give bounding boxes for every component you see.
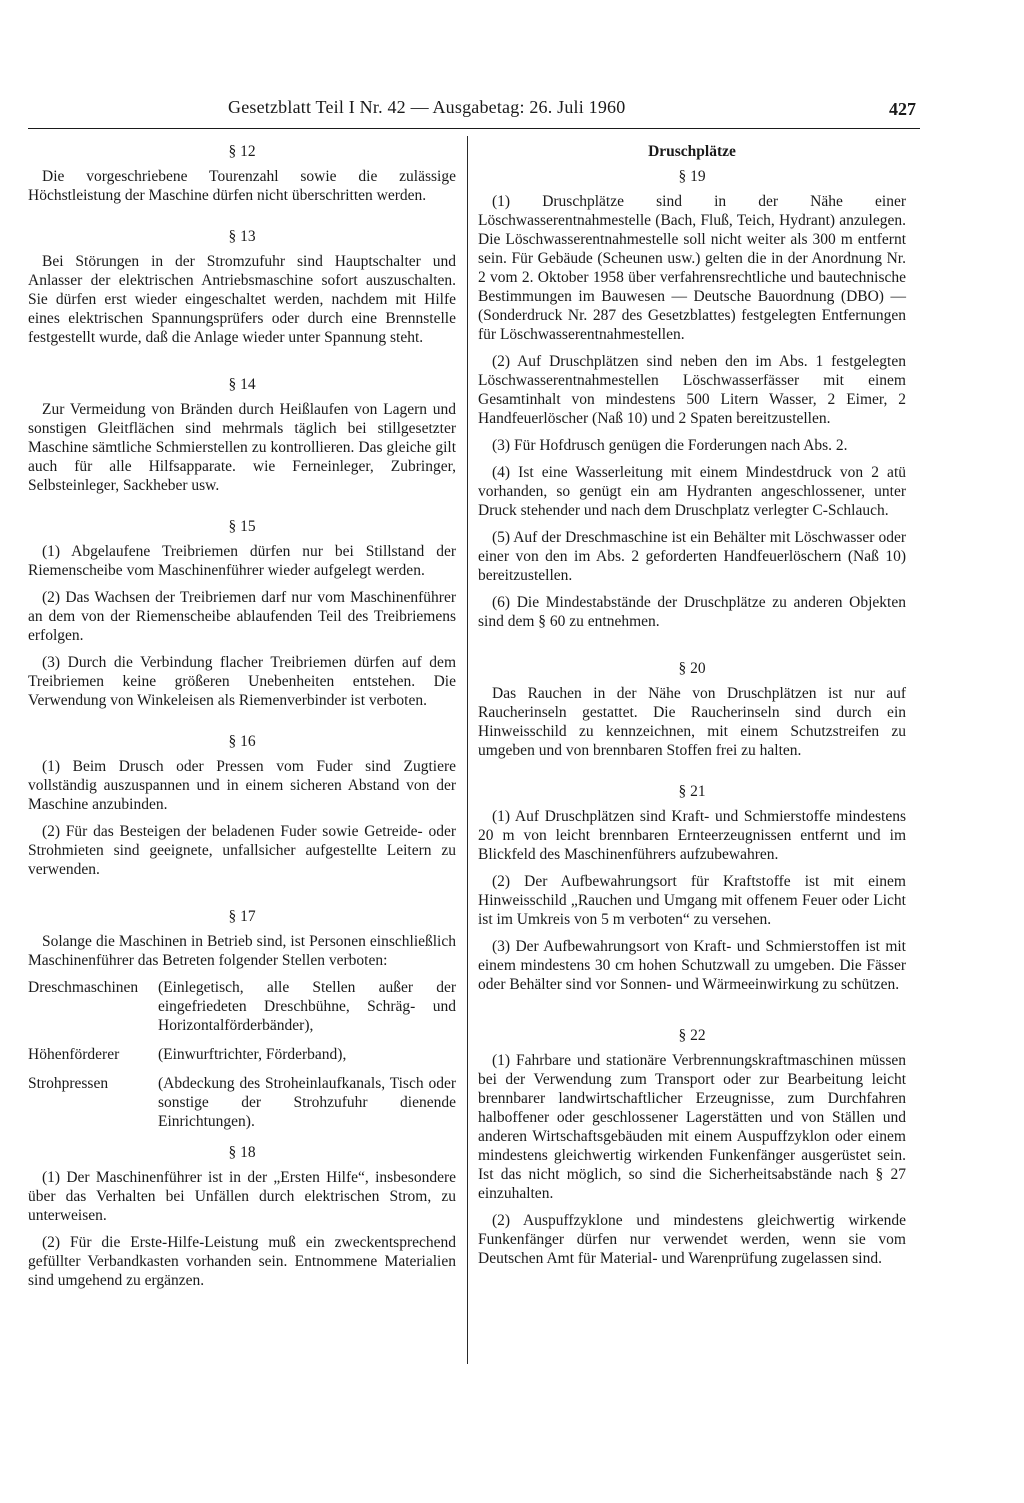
section-21-paragraph-2: (2) Der Aufbewahrungsort für Kraftstoffe ist mit einem Hinweisschild „Rauchen und Umgang mit offenem Feuer oder Licht ist im Umkreis von 5 m verboten“ zu versehen. <box>478 873 906 928</box>
section-19-paragraph-1: (1) Druschplätze sind in der Nähe einer Löschwasserentnahmestelle (Bach, Fluß, Teich, Hydrant) anzulegen. Die Löschwasserentnahmestelle soll nicht weiter als 300 m entfernt sein. Für Gebäude (Scheunen usw.) gelten die in der Anordnung Nr. 2 vom 2. Oktober 1958 über verfahrensrechtliche und bautechnische Bestimmungen im Bauwesen — Deutsche Bauordnung (DBO) — (Sonderdruck Nr. 287 des Gesetzblattes) festgelegten Entfernungen für Löschwasserentnahmestellen. <box>478 193 906 343</box>
section-16-heading: § 16 <box>228 733 256 750</box>
page-number: 427 <box>889 99 916 119</box>
list-item <box>28 1074 456 1131</box>
section-15-paragraph-1: (1) Abgelaufene Treibriemen dürfen nur bei Stillstand der Riemenscheibe vom Maschinenführer wieder aufgelegt werden. <box>28 543 456 579</box>
restricted-areas-list <box>28 978 456 1131</box>
section-12-heading: § 12 <box>228 143 256 160</box>
section-19-paragraph-6: (6) Die Mindestabstände der Druschplätze zu anderen Objekten sind dem § 60 zu entnehmen. <box>478 594 906 630</box>
list-item <box>28 978 456 1035</box>
left-column <box>28 142 456 1298</box>
section-13-heading: § 13 <box>228 228 256 245</box>
restricted-area-description: (Abdeckung des Stroheinlaufkanals, Tisch oder sonstige der Strohzufuhr dienende Einrichtungen). <box>158 1075 456 1130</box>
section-13-paragraph: Bei Störungen in der Stromzufuhr sind Hauptschalter und Anlasser der elektrischen Antriebsmaschine sofort auszuschalten. Sie dürfen erst wieder eingeschaltet werden, nachdem mit Hilfe eines elektrischen Spannungsprüfers oder durch eine Brennstelle festgestellt wurde, daß die Anlage wieder unter Spannung steht. <box>28 253 456 346</box>
section-22-paragraph-1: (1) Fahrbare und stationäre Verbrennungskraftmaschinen müssen bei der Verwendung zum Transport oder zur Bearbeitung leicht brennbarer landwirtschaftlicher Erzeugnisse, zum Durchfahren halboffener oder geschlossener Lagerstätten und von Ställen und anderen Wirtschaftsgebäuden mit einem Auspuffzyklon oder einem mindestens gleichwertig wirkenden Funkenfänger ausgerüstet sein. Ist das nicht möglich, so sind die Sicherheitsabstände nach § 27 einzuhalten. <box>478 1052 906 1202</box>
section-14-heading: § 14 <box>228 376 256 393</box>
restricted-area-description: (Einlegetisch, alle Stellen außer der eingefriedeten Dreschbühne, Schräg- und Horizontalförderbänder), <box>158 979 456 1034</box>
section-19-paragraph-3: (3) Für Hofdrusch genügen die Forderungen nach Abs. 2. <box>492 437 848 454</box>
section-group-title: Druschplätze <box>648 143 736 160</box>
section-18-paragraph-1: (1) Der Maschinenführer ist in der „Ersten Hilfe“, insbesondere über das Verhalten bei Unfällen durch elektrischen Strom, zu unterweisen. <box>28 1169 456 1224</box>
section-18-heading: § 18 <box>228 1144 256 1161</box>
restricted-area-description: (Einwurftrichter, Förderband), <box>158 1046 347 1063</box>
section-22-heading: § 22 <box>678 1027 706 1044</box>
section-22-paragraph-2: (2) Auspuffzyklone und mindestens gleichwertig wirkende Funkenfänger dürfen nur verwendet werden, wenn sie vom Deutschen Amt für Material- und Warenprüfung zugelassen sind. <box>478 1212 906 1267</box>
section-15-paragraph-2: (2) Das Wachsen der Treibriemen darf nur vom Maschinenführer an dem von der Riemenscheibe ablaufenden Teil des Treibriemens erfolgen. <box>28 589 456 644</box>
section-20-heading: § 20 <box>678 660 706 677</box>
section-17-paragraph: Solange die Maschinen in Betrieb sind, ist Personen einschließlich Maschinenführer das Betreten folgender Stellen verboten: <box>28 933 456 969</box>
machine-name: Strohpressen <box>28 1075 109 1092</box>
section-14-paragraph: Zur Vermeidung von Bränden durch Heißlaufen von Lagern und sonstigen Gleitflächen sind mehrmals täglich bei stillgesetzter Maschine sämtliche Schmierstellen zu kontrollieren. Das gleiche gilt auch für alle Hilfsapparate. wie Ferneinleger, Zubringer, Selbsteinleger, Sackheber usw. <box>28 401 456 494</box>
section-19-paragraph-2: (2) Auf Druschplätzen sind neben den im Abs. 1 festgelegten Löschwasserentnahmestellen Löschwasserfässer mit einem Gesamtinhalt von mindestens 500 Litern Wasser, 2 Eimer, 2 Handfeuerlöscher (Naß 10) und 2 Spaten bereitzustellen. <box>478 353 906 427</box>
section-15-paragraph-3: (3) Durch die Verbindung flacher Treibriemen dürfen auf dem Treibriemen keine größeren Unebenheiten entstehen. Die Verwendung von Winkeleisen als Riemenverbinder ist verboten. <box>28 654 456 709</box>
section-19-heading: § 19 <box>678 168 706 185</box>
section-16-paragraph-1: (1) Beim Drusch oder Pressen vom Fuder sind Zugtiere vollständig auszuspannen und in einem sicheren Abstand von der Maschine anzubinden. <box>28 758 456 813</box>
page-header <box>28 98 920 129</box>
list-item <box>28 1045 456 1064</box>
section-20-paragraph: Das Rauchen in der Nähe von Druschplätzen ist nur auf Raucherinseln gestattet. Die Raucherinseln sind durch ein Hinweisschild zu kennzeichnen, mit einem Schutzstreifen zu umgeben und von brennbaren Stoffen frei zu halten. <box>478 685 906 759</box>
section-21-paragraph-3: (3) Der Aufbewahrungsort von Kraft- und Schmierstoffen ist mit einem mindestens 30 cm hohen Schutzwall zu umgeben. Die Fässer oder Behälter sind vor Sonnen- und Wärmeeinwirkung zu schützen. <box>478 938 906 993</box>
section-15-heading: § 15 <box>228 518 256 535</box>
section-21-paragraph-1: (1) Auf Druschplätzen sind Kraft- und Schmierstoffe mindestens 20 m von leicht brennbaren Ernteerzeugnissen entfernt und im Blickfeld des Maschinenführers aufzubewahren. <box>478 808 906 863</box>
section-19-paragraph-5: (5) Auf der Dreschmaschine ist ein Behälter mit Löschwasser oder einer von den im Abs. 2 geforderten Handfeuerlöschern (Naß 10) bereitzustellen. <box>478 529 906 584</box>
column-divider <box>467 136 468 1364</box>
section-21-heading: § 21 <box>678 783 706 800</box>
machine-name: Höhenförderer <box>28 1046 120 1063</box>
right-column <box>478 142 906 1276</box>
section-18-paragraph-2: (2) Für die Erste-Hilfe-Leistung muß ein zweckentsprechend gefüllter Verbandkasten vorhanden sein. Entnommene Materialien sind umgehend zu ergänzen. <box>28 1234 456 1289</box>
section-19-paragraph-4: (4) Ist eine Wasserleitung mit einem Mindestdruck von 2 atü vorhanden, so genügt ein am Hydranten angeschlossener, unter Druck stehender und nach dem Druschplatz verlegter C-Schlauch. <box>478 464 906 519</box>
header-title: Gesetzblatt Teil I Nr. 42 — Ausgabetag: 26. Juli 1960 <box>228 97 626 117</box>
section-17-heading: § 17 <box>228 908 256 925</box>
machine-name: Dreschmaschinen <box>28 979 139 996</box>
section-16-paragraph-2: (2) Für das Besteigen der beladenen Fuder sowie Getreide- oder Strohmieten sind geeignete, unfallsicher aufgestellte Leitern zu verwenden. <box>28 823 456 878</box>
section-12-paragraph: Die vorgeschriebene Tourenzahl sowie die zulässige Höchstleistung der Maschine dürfen nicht überschritten werden. <box>28 168 456 204</box>
